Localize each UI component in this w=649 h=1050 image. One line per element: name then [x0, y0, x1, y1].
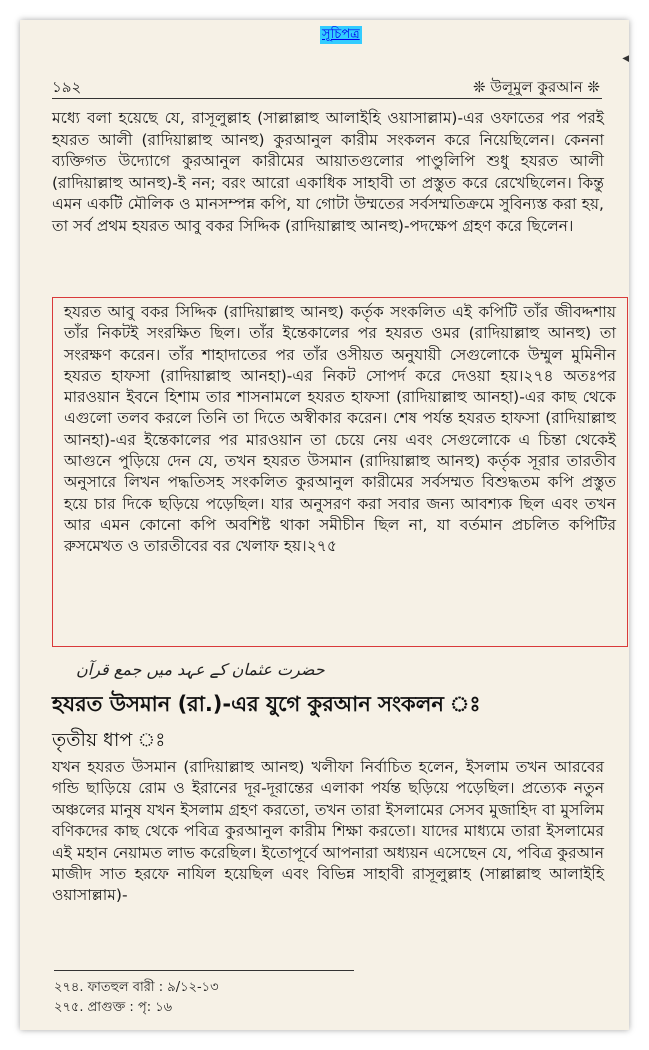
- toc-link[interactable]: সূচিপত্র: [322, 27, 360, 42]
- section-title: হযরত উসমান (রা.)-এর যুগে কুরআন সংকলন ঃ: [52, 692, 481, 716]
- footnote-274: ২৭৪. ফাতহুল বারী : ৯/১২-১৩: [54, 980, 219, 995]
- paragraph-intro: মধ্যে বলা হয়েছে যে, রাসূলুল্লাহ (সাল্লাল্লাহু আলাইহি ওয়াসাল্লাম)-এর ওফাতের পর পরই হযরত আলী (রাদিয়াল্লাহু আনহু) কুরআনুল কারীম সংকলন করে নিয়েছিলেন। কেননা ব্যক্তিগত উদ্যোগে কুরআনুল কারীমের আয়াতগুলোর পাণ্ডুলিপি শুধু হযরত আলী (রাদিয়াল্লাহু আনহু)-ই নন; বরং আরো একাধিক সাহাবী তা প্রস্তুত করে রেখেছিলেন। কিন্তু এমন একটি মৌলিক ও মানসম্পন্ন কপি, যা গোটা উম্মতের সর্বসম্মতিক্রমে সুবিন্যস্ত করা হয়, তা সর্ব প্রথম হযরত আবু বকর সিদ্দিক (রাদিয়াল্লাহু আনহু)-পদক্ষেপ গ্রহণ করে ছিলেন।: [52, 109, 604, 235]
- running-title: ❊ উলূমুল কুরআন ❊: [472, 78, 600, 96]
- paragraph-third-stage: যখন হযরত উসমান (রাদিয়াল্লাহু আনহু) খলীফা নির্বাচিত হলেন, ইসলাম তখন আরবের গন্ডি ছাড়িয়ে রোম ও ইরানের দূর-দূরান্তের এলাকা পর্যন্ত ছড়িয়ে পড়েছিল। প্রত্যেক নতুন অঞ্চলের মানুষ যখন ইসলাম গ্রহণ করতো, তখন তারা ইসলামের সেসব মুজাহিদ বা মুসলিম বণিকদের কাছ থেকে পবিত্র কুরআনুল কারীম শিক্ষা করতো। যাদের মাধ্যমে তারা ইসলামের এই মহান নেয়ামত লাভ করেছিল। ইতোপূর্বে আপনারা অধ্যয়ন এসেছেন যে, পবিত্র কুরআন মাজীদ সাত হরফে নাযিল হয়েছিল এবং বিভিন্ন সাহাবী রাসূলুল্লাহ (সাল্লাল্লাহু আলাইহি ওয়াসাল্লাম)-: [52, 758, 604, 905]
- arabic-heading: حضرت عثمان کے عہد میں جمع قرآن: [76, 660, 325, 679]
- paragraph-highlighted: হযরত আবু বকর সিদ্দিক (রাদিয়াল্লাহু আনহু) কর্তৃক সংকলিত এই কপিটি তাঁর জীবদ্দশায় তাঁর নিকটই সংরক্ষিত ছিল। তাঁর ইন্তেকালের পর হযরত ওমর (রাদিয়াল্লাহু আনহু) তা সংরক্ষণ করেন। তাঁর শাহাদাতের পর তাঁর ওসীয়ত অনুযায়ী সেগুলোকে উম্মুল মুমিনীন হযরত হাফসা (রাদিয়াল্লাহু আনহা)-এর নিকট সোপর্দ করে দেওয়া হয়।২৭৪ অতঃপর মারওয়ান ইবনে হিশাম তার শাসনামলে হযরত হাফসা (রাদিয়াল্লাহু আনহা)-এর কাছ থেকে এগুলো তলব করলে তিনি তা দিতে অস্বীকার করেন। শেষ পর্যন্ত হযরত হাফসা (রাদিয়াল্লাহু আনহা)-এর ইন্তেকালের পর মারওয়ান তা চেয়ে নেয় এবং সেগুলোকে এ চিন্তা থেকেই আগুনে পুড়িয়ে দেন যে, তখন হযরত উসমান (রাদিয়াল্লাহু আনহু) কর্তৃক সূরার তারতীব অনুসারে লিখন পদ্ধতিসহ সংকলিত কুরআনুল কারীমের সর্বসম্মত বিশুদ্ধতম কপি প্রস্তুত হয়ে চার দিকে ছড়িয়ে পড়েছিল। যার অনুসরণ করা সবার জন্য আবশ্যক ছিল এবং তখন আর এমন কোনো কপি অবশিষ্ট থাকা সমীচীন ছিল না, যা বর্তমান প্রচলিত কপিটির রুসমেখত ও তারতীবের বর খেলাফ হয়।২৭৫: [64, 303, 616, 556]
- book-page: [20, 20, 629, 1030]
- footnote-divider: [54, 970, 354, 971]
- footnote-275: ২৭৫. প্রাগুক্ত : পৃ: ১৬: [54, 1000, 173, 1015]
- footnotes: [54, 978, 219, 1018]
- sub-title: তৃতীয় ধাপ ঃ: [52, 729, 166, 751]
- corner-mark-icon: [622, 51, 629, 69]
- page-header: [52, 76, 602, 99]
- page-number: ১৯২: [52, 78, 82, 96]
